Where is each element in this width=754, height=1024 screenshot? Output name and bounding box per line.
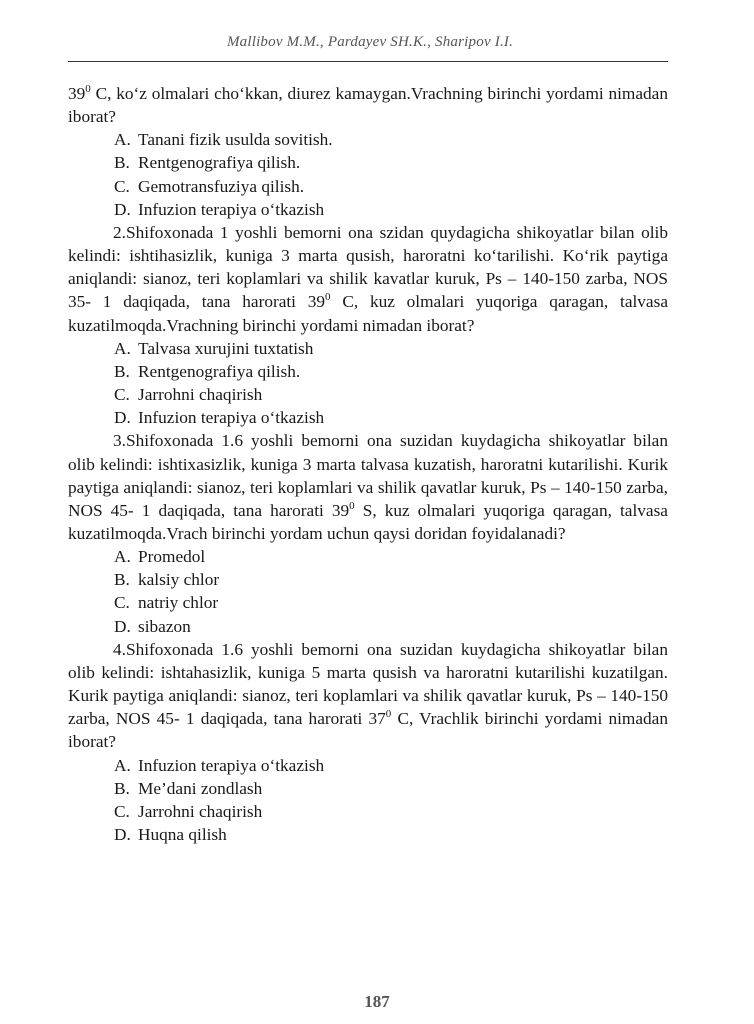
answer-options [68,545,668,638]
header-rule [68,61,668,62]
degree-superscript: 0 [85,83,91,95]
degree-superscript: 0 [349,499,355,512]
answer-option: B. Rentgenografiya qilish. [114,361,301,381]
page-number: 187 [364,992,390,1011]
degree-superscript: 0 [385,708,392,721]
page-body [68,82,668,846]
question-text: 2.Shifoxonada 1 yoshli bemorni ona szidan quydagicha shikoyatlar bilan olib kelindi: ishtihasizlik, kuniga 3 marta qusish, haroratni ko‘tarilishi. Ko‘rik paytiga aniqlandi: sianoz, teri koplamlari va shilik kavatlar kuruk, Ps – 140-150 zarba, NOS 35- 1 daqiqada, tana harorati $39^0$ C, kuz olmalari yuqoriga qaragan, talvasa kuzatilmoqda.Vrachning birinchi yordami nimadan iborat? [68,222,668,335]
question-block [68,638,668,846]
answer-option: A. Promedol [114,547,206,567]
answer-option: D. sibazon [114,616,191,636]
answer-option: C. Jarrohni chaqirish [114,385,263,405]
answer-options [68,754,668,847]
answer-option: A. Infuzion terapiya o‘tkazish [114,755,325,775]
answer-option: C. Gemotransfuziya qilish. [114,176,305,196]
answer-options [68,128,668,221]
answer-options [68,337,668,430]
answer-option: C. natriy chlor [114,593,219,613]
answer-option: D. Infuzion terapiya o‘tkazish [114,199,325,219]
question-block [68,221,668,429]
answer-option: A. Tananі fizik usulda sovitish. [114,130,333,150]
answer-option: B. Me’dani zondlash [114,778,263,798]
question-block [68,429,668,637]
answer-option: A. Talvasa xurujini tuxtatish [114,338,314,358]
answer-option: B. Rentgenografiya qilish. [114,153,301,173]
answer-option: B. kalsiy chlor [114,570,220,590]
running-header: Mallibov M.M., Pardayev SH.K., Sharipov I.I. [226,34,514,50]
answer-option: C. Jarrohni chaqirish [114,801,263,821]
question-text: $39^0$ C, ko‘z olmalari cho‘kkan, diurez kamaygan.Vrachning birinchi yordami nimadan iborat? [68,83,668,127]
question-text: 4.Shifoxonada 1.6 yoshli bemorni ona suzidan kuydagicha shikoyatlar bilan olib kelindi: ishtahasizlik, kuniga 5 marta qusish va haroratni kutarilishi kuzatilgan. Kurik paytiga aniqlandi: sianoz, teri koplamlari va shilik qavatlar kuruk, Ps – 140-150 zarba, NOS 45- 1 daqiqada, tana harorati $37^0$ C, Vrachlik birinchi yordami nimadan iborat? [68,639,668,752]
question-text: 3.Shifoxonada 1.6 yoshli bemorni ona suzidan kuydagicha shikoyatlar bilan olib kelindi: ishtixasizlik, kuniga 3 marta talvasa kuzatish, haroratni kutarilishi. Kurik paytiga aniqlandi: sianoz, teri koplamlari va shilik qavatlar kuruk, Ps – 140-150 zarba, NOS 45- 1 daqiqada, tana harorati $39^0$ S, kuz olmalari yuqoriga qaragan, talvasa kuzatilmoqda.Vrach birinchi yordam uchun qaysi doridan foyidalanadi? [68,431,668,543]
degree-superscript: 0 [325,291,331,304]
answer-option: D. Huqna qilish [114,825,227,844]
question-block [68,82,668,221]
answer-option: D. Infuzion terapiya o‘tkazish [114,408,325,428]
